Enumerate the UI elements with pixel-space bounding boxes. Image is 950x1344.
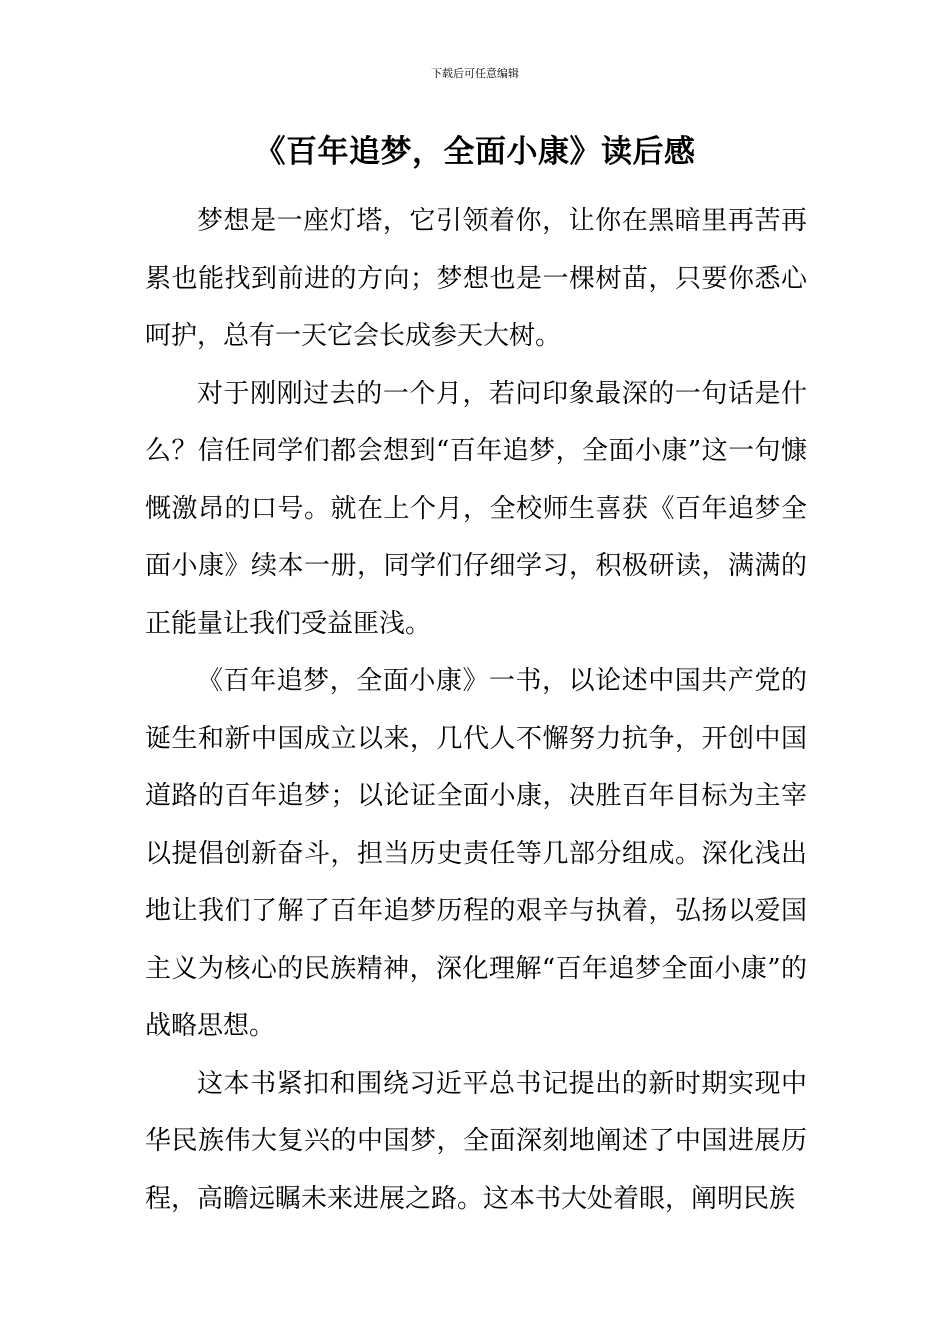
- paragraph-1: 梦想是一座灯塔，它引领着你，让你在黑暗里再苦再累也能找到前进的方向；梦想也是一棵树苗，只要你悉心呵护，总有一天它会长成参天大树。: [145, 206, 807, 351]
- header-note: 下载后可任意编辑: [431, 67, 519, 80]
- paragraph-4: 这本书紧扣和围绕习近平总书记提出的新时期实现中华民族伟大复兴的中国梦，全面深刻地阐述了中国进展历程，高瞻远瞩未来进展之路。这本书大处着眼，阐明民族: [145, 1068, 807, 1214]
- paragraph-3: 《百年追梦，全面小康》一书，以论述中国共产党的诞生和新中国成立以来，几代人不懈努力抗争，开创中国道路的百年追梦；以论证全面小康，决胜百年目标为主宰以提倡创新奋斗，担当历史责任等几部分组成。深化浅出地让我们了解了百年追梦历程的艰辛与执着，弘扬以爱国主义为核心的民族精神，深化理解“百年追梦全面小康”的战略思想。: [145, 666, 807, 1041]
- document-body: [145, 193, 807, 1228]
- paragraph-2: 对于刚刚过去的一个月，若问印象最深的一句话是什么？信任同学们都会想到“百年追梦，全面小康”这一句慷慨激昂的口号。就在上个月，全校师生喜获《百年追梦全面小康》续本一册，同学们仔细学习，积极研读，满满的正能量让我们受益匪浅。: [145, 378, 807, 639]
- document-title: 《百年追梦，全面小康》读后感: [254, 134, 696, 170]
